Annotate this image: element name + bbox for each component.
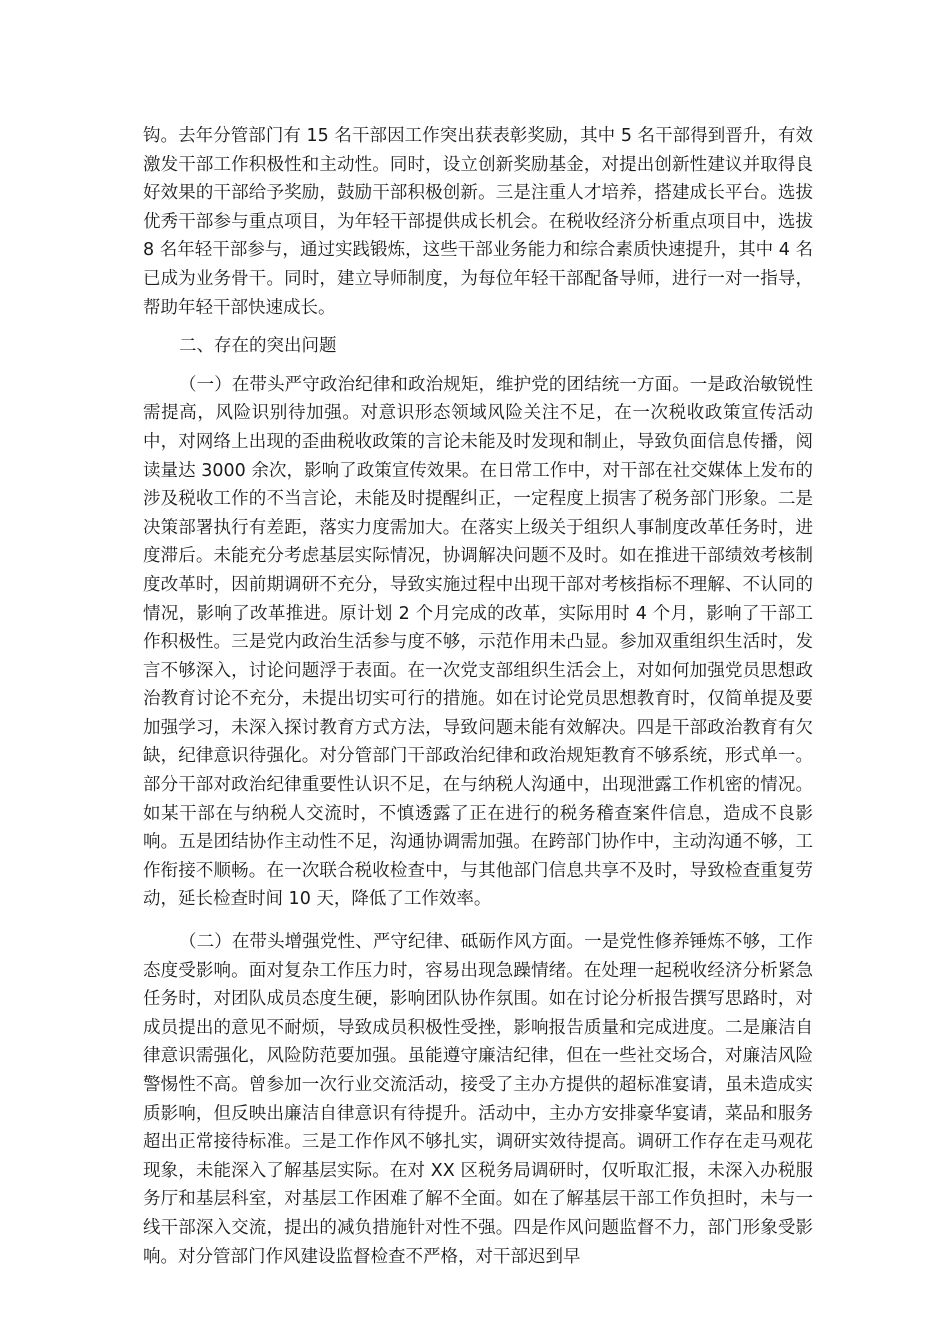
document-page — [143, 122, 813, 1271]
paragraph-political-discipline: （一）在带头严守政治纪律和政治规矩，维护党的团结统一方面。一是政治敏锐性需提高，风险识别待加强。对意识形态领域风险关注不足，在一次税收政策宣传活动中，对网络上出现的歪曲税收政策的言论未能及时发现和制止，导致负面信息传播，阅读量达 3000 余次，影响了政策宣传效果。在日常工作中，对干部在社交媒体上发布的涉及税收工作的不当言论，未能及时提醒纠正，一定程度上损害了税务部门形象。二是决策部署执行有差距，落实力度需加大。在落实上级关于组织人事制度改革任务时，进度滞后。未能充分考虑基层实际情况，协调解决问题不及时。如在推进干部绩效考核制度改革时，因前期调研不充分，导致实施过程中出现干部对考核指标不理解、不认同的情况，影响了改革推进。原计划 2 个月完成的改革，实际用时 4 个月，影响了干部工作积极性。三是党内政治生活参与度不够，示范作用未凸显。参加双重组织生活时，发言不够深入，讨论问题浮于表面。在一次党支部组织生活会上，对如何加强党员思想政治教育讨论不充分，未提出切实可行的措施。如在讨论党员思想教育时，仅简单提及要加强学习，未深入探讨教育方式方法，导致问题未能有效解决。四是干部政治教育有欠缺，纪律意识待强化。对分管部门干部政治纪律和政治规矩教育不够系统，形式单一。部分干部对政治纪律重要性认识不足，在与纳税人沟通中，出现泄露工作机密的情况。如某干部在与纳税人交流时，不慎透露了正在进行的税务稽查案件信息，造成不良影响。五是团结协作主动性不足，沟通协调需加强。在跨部门协作中，主动沟通不够，工作衔接不顺畅。在一次联合税收检查中，与其他部门信息共享不及时，导致检查重复劳动，延长检查时间 10 天，降低了工作效率。 — [143, 374, 813, 910]
paragraph-talent-cultivation: 钩。去年分管部门有 15 名干部因工作突出获表彰奖励，其中 5 名干部得到晋升，有效激发干部工作积极性和主动性。同时，设立创新奖励基金，对提出创新性建议并取得良好效果的干部给予奖励，鼓励干部积极创新。三是注重人才培养，搭建成长平台。选拔优秀干部参与重点项目，为年轻干部提供成长机会。在税收经济分析重点项目中，选拔 8 名年轻干部参与，通过实践锻炼，这些干部业务能力和综合素质快速提升，其中 4 名已成为业务骨干。同时，建立导师制度，为每位年轻干部配备导师，进行一对一指导，帮助年轻干部快速成长。 — [143, 126, 813, 318]
section-heading-problems: 二、存在的突出问题 — [179, 336, 337, 357]
paragraph-party-spirit: （二）在带头增强党性、严守纪律、砥砺作风方面。一是党性修养锤炼不够，工作态度受影响。面对复杂工作压力时，容易出现急躁情绪。在处理一起税收经济分析紧急任务时，对团队成员态度生硬，影响团队协作氛围。如在讨论分析报告撰写思路时，对成员提出的意见不耐烦，导致成员积极性受挫，影响报告质量和完成进度。二是廉洁自律意识需强化，风险防范要加强。虽能遵守廉洁纪律，但在一些社交场合，对廉洁风险警惕性不高。曾参加一次行业交流活动，接受了主办方提供的超标准宴请，虽未造成实质影响，但反映出廉洁自律意识有待提升。活动中，主办方安排豪华宴请，菜品和服务超出正常接待标准。三是工作作风不够扎实，调研实效待提高。调研工作存在走马观花现象，未能深入了解基层实际。在对 XX 区税务局调研时，仅听取汇报，未深入办税服务厅和基层科室，对基层工作困难了解不全面。如在了解基层干部工作负担时，未与一线干部深入交流，提出的减负措施针对性不强。四是作风问题监督不力，部门形象受影响。对分管部门作风建设监督检查不严格，对干部迟到早 — [143, 932, 813, 1267]
